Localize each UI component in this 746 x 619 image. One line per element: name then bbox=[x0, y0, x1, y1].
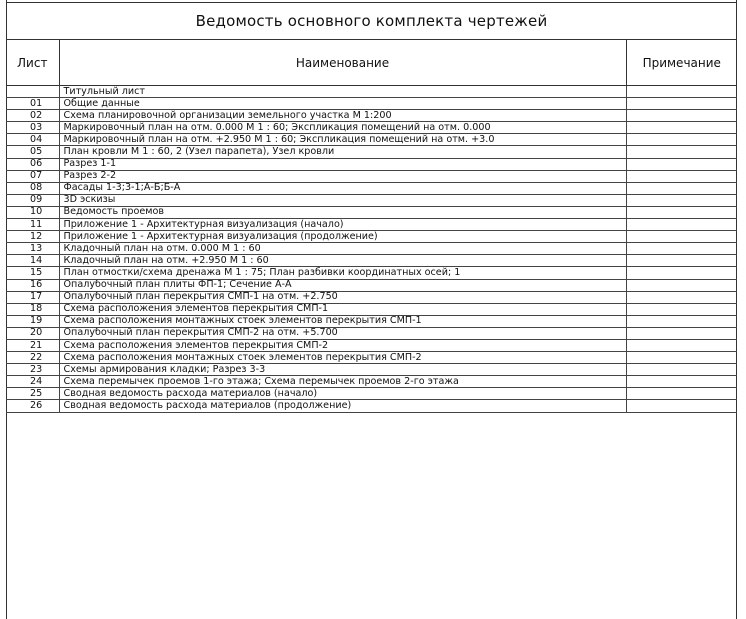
cell-name: Разрез 1-1 bbox=[59, 158, 626, 170]
cell-sheet-number: 03 bbox=[6, 122, 59, 134]
cell-note bbox=[626, 352, 737, 364]
cell-sheet-number: 23 bbox=[6, 364, 59, 376]
cell-note bbox=[626, 327, 737, 339]
cell-sheet-number: 13 bbox=[6, 243, 59, 255]
cell-note bbox=[626, 182, 737, 194]
cell-name: Опалубочный план перекрытия СМП-1 на отм. +2.750 bbox=[59, 291, 626, 303]
cell-name: Схема расположения элементов перекрытия СМП-1 bbox=[59, 303, 626, 315]
table-body bbox=[6, 86, 737, 413]
cell-name: Опалубочный план перекрытия СМП-2 на отм. +5.700 bbox=[59, 327, 626, 339]
table-row bbox=[6, 134, 737, 146]
table-row bbox=[6, 122, 737, 134]
cell-note bbox=[626, 146, 737, 158]
cell-sheet-number: 21 bbox=[6, 339, 59, 351]
cell-sheet-number: 08 bbox=[6, 182, 59, 194]
cell-note bbox=[626, 110, 737, 122]
cell-note bbox=[626, 255, 737, 267]
cell-sheet-number: 01 bbox=[6, 98, 59, 110]
table-row bbox=[6, 86, 737, 98]
cell-note bbox=[626, 194, 737, 206]
cell-name: 3D эскизы bbox=[59, 194, 626, 206]
table-row bbox=[6, 267, 737, 279]
table-row bbox=[6, 339, 737, 351]
table-row bbox=[6, 194, 737, 206]
cell-note bbox=[626, 134, 737, 146]
cell-sheet-number: 17 bbox=[6, 291, 59, 303]
cell-name: Общие данные bbox=[59, 98, 626, 110]
cell-name: Приложение 1 - Архитектурная визуализация (начало) bbox=[59, 219, 626, 231]
cell-note bbox=[626, 231, 737, 243]
cell-name: Схема расположения элементов перекрытия СМП-2 bbox=[59, 339, 626, 351]
table-row bbox=[6, 98, 737, 110]
table-row bbox=[6, 182, 737, 194]
cell-note bbox=[626, 303, 737, 315]
cell-name: Схема планировочной организации земельного участка М 1:200 bbox=[59, 110, 626, 122]
cell-name: Приложение 1 - Архитектурная визуализация (продолжение) bbox=[59, 231, 626, 243]
cell-sheet-number: 05 bbox=[6, 146, 59, 158]
document-title-text: Ведомость основного комплекта чертежей bbox=[195, 12, 548, 30]
table-row bbox=[6, 170, 737, 182]
cell-name: Титульный лист bbox=[59, 86, 626, 98]
cell-note bbox=[626, 86, 737, 98]
table-row bbox=[6, 376, 737, 388]
document-title bbox=[6, 2, 737, 40]
cell-note bbox=[626, 219, 737, 231]
cell-name: Маркировочный план на отм. 0.000 М 1 : 60; Экспликация помещений на отм. 0.000 bbox=[59, 122, 626, 134]
cell-name: Схема перемычек проемов 1-го этажа; Схема перемычек проемов 2-го этажа bbox=[59, 376, 626, 388]
cell-sheet-number: 11 bbox=[6, 219, 59, 231]
cell-note bbox=[626, 206, 737, 218]
cell-name: Разрез 2-2 bbox=[59, 170, 626, 182]
cell-note bbox=[626, 400, 737, 412]
cell-note bbox=[626, 364, 737, 376]
table-header-row bbox=[6, 40, 737, 86]
table-row bbox=[6, 206, 737, 218]
cell-note bbox=[626, 267, 737, 279]
cell-note bbox=[626, 291, 737, 303]
column-header-sheet: Лист bbox=[6, 40, 59, 86]
cell-name: Кладочный план на отм. 0.000 М 1 : 60 bbox=[59, 243, 626, 255]
table-row bbox=[6, 231, 737, 243]
cell-name: Сводная ведомость расхода материалов (продолжение) bbox=[59, 400, 626, 412]
cell-sheet-number: 10 bbox=[6, 206, 59, 218]
cell-sheet-number: 04 bbox=[6, 134, 59, 146]
table-row bbox=[6, 219, 737, 231]
cell-sheet-number: 26 bbox=[6, 400, 59, 412]
table-row bbox=[6, 243, 737, 255]
cell-sheet-number: 09 bbox=[6, 194, 59, 206]
table-row bbox=[6, 388, 737, 400]
cell-sheet-number: 14 bbox=[6, 255, 59, 267]
cell-sheet-number: 07 bbox=[6, 170, 59, 182]
cell-sheet-number: 22 bbox=[6, 352, 59, 364]
cell-note bbox=[626, 388, 737, 400]
cell-name: Опалубочный план плиты ФП-1; Сечение А-А bbox=[59, 279, 626, 291]
cell-name: Маркировочный план на отм. +2.950 М 1 : 60; Экспликация помещений на отм. +3.0 bbox=[59, 134, 626, 146]
table-row bbox=[6, 352, 737, 364]
cell-note bbox=[626, 170, 737, 182]
cell-name: План отмостки/схема дренажа М 1 : 75; План разбивки координатных осей; 1 bbox=[59, 267, 626, 279]
cell-sheet-number: 18 bbox=[6, 303, 59, 315]
cell-name: Схема расположения монтажных стоек элементов перекрытия СМП-2 bbox=[59, 352, 626, 364]
cell-sheet-number: 24 bbox=[6, 376, 59, 388]
cell-note bbox=[626, 158, 737, 170]
cell-name: Сводная ведомость расхода материалов (начало) bbox=[59, 388, 626, 400]
cell-sheet-number: 19 bbox=[6, 315, 59, 327]
cell-note bbox=[626, 339, 737, 351]
cell-name: План кровли М 1 : 60, 2 (Узел парапета), Узел кровли bbox=[59, 146, 626, 158]
cell-name: Фасады 1-3;3-1;А-Б;Б-А bbox=[59, 182, 626, 194]
cell-note bbox=[626, 98, 737, 110]
column-header-note: Примечание bbox=[626, 40, 737, 86]
table-row bbox=[6, 291, 737, 303]
table-row bbox=[6, 303, 737, 315]
table-row bbox=[6, 279, 737, 291]
table-row bbox=[6, 255, 737, 267]
cell-sheet-number: 06 bbox=[6, 158, 59, 170]
cell-sheet-number: 25 bbox=[6, 388, 59, 400]
drawings-table bbox=[6, 40, 737, 413]
table-row bbox=[6, 315, 737, 327]
table-row bbox=[6, 158, 737, 170]
cell-name: Кладочный план на отм. +2.950 М 1 : 60 bbox=[59, 255, 626, 267]
cell-name: Схемы армирования кладки; Разрез 3-3 bbox=[59, 364, 626, 376]
table-row bbox=[6, 364, 737, 376]
cell-sheet-number bbox=[6, 86, 59, 98]
cell-sheet-number: 20 bbox=[6, 327, 59, 339]
cell-note bbox=[626, 243, 737, 255]
cell-note bbox=[626, 315, 737, 327]
cell-note bbox=[626, 279, 737, 291]
table-row bbox=[6, 146, 737, 158]
table-row bbox=[6, 110, 737, 122]
cell-sheet-number: 15 bbox=[6, 267, 59, 279]
column-header-name: Наименование bbox=[59, 40, 626, 86]
cell-name: Схема расположения монтажных стоек элементов перекрытия СМП-1 bbox=[59, 315, 626, 327]
cell-note bbox=[626, 122, 737, 134]
cell-name: Ведомость проемов bbox=[59, 206, 626, 218]
table-row bbox=[6, 400, 737, 412]
table-row bbox=[6, 327, 737, 339]
cell-sheet-number: 16 bbox=[6, 279, 59, 291]
cell-sheet-number: 02 bbox=[6, 110, 59, 122]
cell-sheet-number: 12 bbox=[6, 231, 59, 243]
cell-note bbox=[626, 376, 737, 388]
